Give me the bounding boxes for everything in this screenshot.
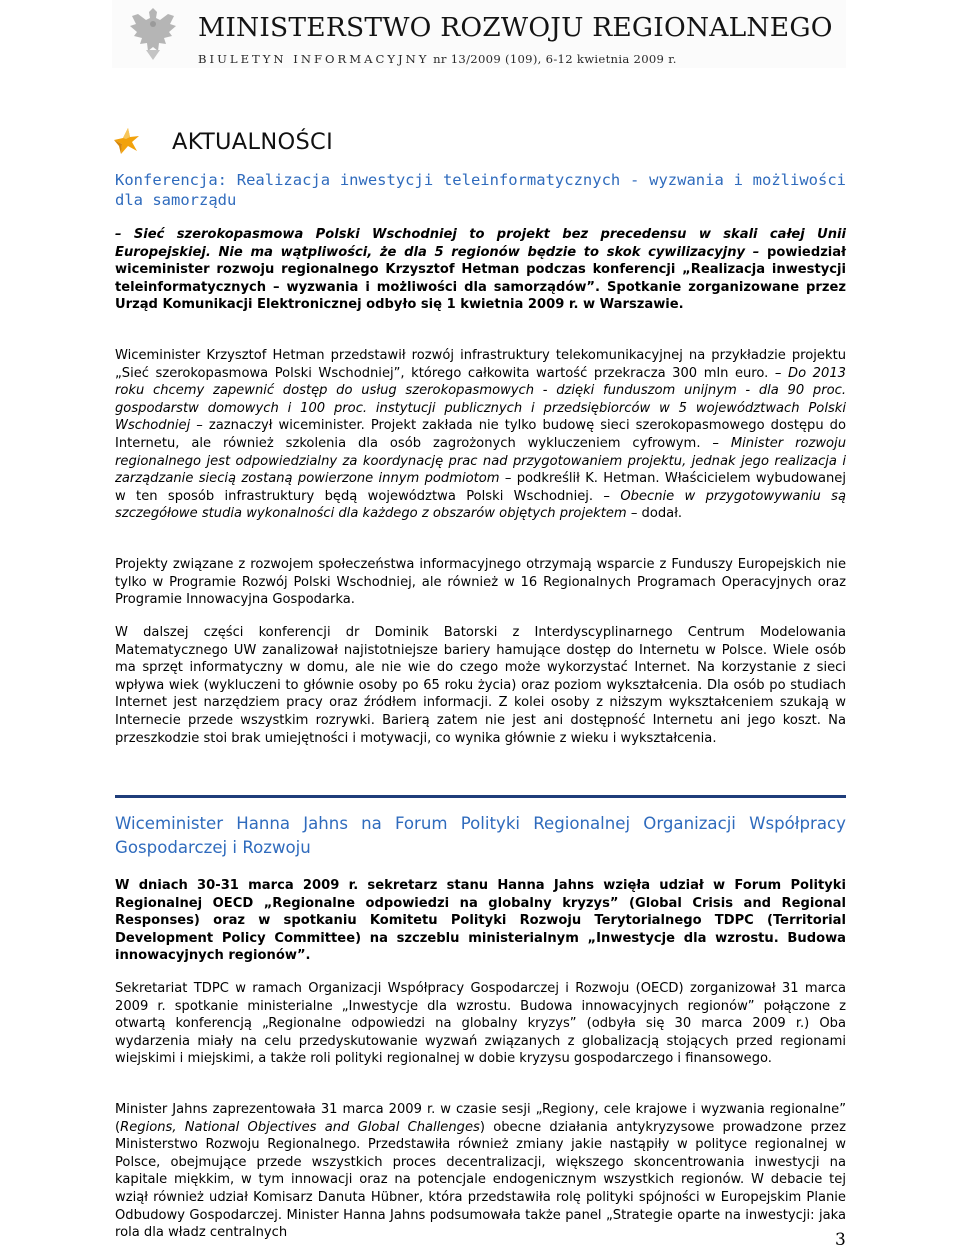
- article-1-lead: [115, 226, 846, 332]
- text-run: – podkreślił K. Hetman. Właścicielem wybudowanej w ten sposób infrastruktury będą województwa Polski Wschodniej.: [115, 471, 846, 504]
- text-run: – dodał.: [626, 506, 683, 522]
- content-column: [115, 170, 846, 1249]
- quote-run: – Obecnie w przygotowywaniu są szczegółowe studia wykonalności dla każdego z obszarów objętych projektem: [115, 488, 846, 522]
- text-run: Wiceminister Krzysztof Hetman przedstawił rozwój infrastruktury telekomunikacyjnej na przykładzie projektu „Sieć szerokopasmowa Polski Wschodniej”, którego całkowita wartość przekracza 300 mln euro.: [115, 348, 846, 381]
- ministry-title: MINISTERSTWO ROZWOJU REGIONALNEGO: [198, 12, 833, 43]
- article-1-paragraph-2: Projekty związane z rozwojem społeczeństwa informacyjnego otrzymają wsparcie z Funduszy Europejskich nie tylko w Programie Rozwój Polski Wschodniej, ale również w 16 Regionalnych Programach Operacyjnych oraz Programie Innowacyjna Gospodarka.: [115, 557, 846, 608]
- italic-run: Regions, National Objectives and Global Challenges: [120, 1119, 480, 1135]
- section-title: AKTUALNOŚCI: [172, 129, 334, 155]
- article-1-title: Konferencja: Realizacja inwestycji teleinformatycznych - wyzwania i możliwości dla samorządu: [115, 171, 846, 209]
- article-2-lead: W dniach 30-31 marca 2009 r. sekretarz stanu Hanna Jahns wzięła udział w Forum Polityki Regionalnej OECD „Regionalne odpowiedzi na globalny kryzys” (Global Crisis and Regional Responses) oraz w spotkaniu Komitetu Polityki Rozwoju Terytorialnego TDPC (Territorial Development Policy Committee) na szczeblu ministerialnym „Inwestycje dla wzrostu. Budowa innowacyjnych regionów”.: [115, 878, 846, 964]
- article-1-paragraph-3: W dalszej części konferencji dr Dominik Batorski z Interdyscyplinarnego Centrum Modelowania Matematycznego UW zanalizował najistotniejsze bariery hamujące dostęp do Internetu w Polsce. Wiele osób ma sprzęt informatyczny w domu, ale nie wie do czego może wykorzystać Internet. Na korzystanie z sieci wpływa wiek (wykluczeni to głównie osoby po 65 roku życia) oraz poziom wykształcenia. Dla osób po studiach Internet jest narzędziem pracy oraz źródłem informacji. Z kolei osoby z niższym wykształceniem szukają w Internecie przede wszystkim rozrywki. Barierą zatem nie jest ani dostępność Internetu ani jego koszt. Na przeszkodzie stoi brak umiejętności i motywacji, co wynika głównie z wieku i wykształcenia.: [115, 625, 846, 746]
- section-divider: [115, 795, 846, 798]
- article-1-lead-quote: – Sieć szerokopasmowa Polski Wschodniej to projekt bez precedensu w skali całej Unii Europejskiej. Nie ma wątpliwości, że dla 5 regionów będzie to skok cywilizacyjny –: [115, 227, 846, 260]
- bulletin-line: [198, 52, 677, 66]
- quote-run: – Minister rozwoju regionalnego jest odpowiedzialny za koordynację prac nad przygotowaniem projektu, jednak jego realizacja i zarządzanie siecią zostaną powierzone innym podmiotom: [115, 435, 846, 487]
- eagle-emblem-icon: [124, 4, 182, 64]
- text-run: Minister Jahns zaprezentowała 31 marca 2009 r. w czasie sesji „Regiony, cele krajowe i wyzwania regionalne” (: [115, 1102, 846, 1135]
- article-1-lead-rest: powiedział wiceminister rozwoju regionalnego Krzysztof Hetman podczas konferencji „Realizacja inwestycji teleinformatycznych – wyzwania i możliwości dla samorządów”. Spotkanie zorganizowane przez Urząd Komunikacji Elektronicznej odbyło się 1 kwietnia 2009 r. w Warszawie.: [115, 244, 846, 312]
- text-run: ) obecne działania antykryzysowe prowadzone przez Ministerstwo Rozwoju Regionalnego. Przedstawiła również zmiany jakie nastąpiły w polityce regionalnej w Polsce, obejmujące przede wszystkich proces decentralizacji, większego skoncentrowania inwestycji na kapitale miękkim, w tym innowacji oraz na potencjale endogenicznym wszystkich regionów. W debacie tej wziął również udział Komisarz Danuta Hübner, która przedstawiła rolę polityki spójności w Europejskim Planie Odbudowy Gospodarczej. Minister Hanna Jahns podsumowała także panel „Strategie oparte na inwestycji: jaka rola dla władz centralnych: [115, 1119, 846, 1241]
- article-2-title: Wiceminister Hanna Jahns na Forum Polityki Regionalnej Organizacji Współpracy Gospodarczej i Rozwoju: [115, 814, 846, 857]
- article-2-paragraph-1: Sekretariat TDPC w ramach Organizacji Współpracy Gospodarczej i Rozwoju (OECD) zorganizował 31 marca 2009 r. spotkanie ministerialne „Inwestycje dla wzrostu. Budowa innowacyjnych regionów” połączone z otwartą konferencją „Regionalne odpowiedzi na globalny kryzys” (odbyła się 30 marca 2009 r.) Oba wydarzenia miały na celu przedyskutowanie wyzwań związanych z globalizacją stojących przed regionami wiejskimi i miejskimi, a także roli polityki regionalnej w dobie kryzysu gospodarczego i finansowego.: [115, 981, 846, 1067]
- text-run: – zaznaczył wiceminister. Projekt zakłada nie tylko budowę sieci szerokopasmowego dostępu do Internetu, ale również szkolenia dla osób zagrożonych wykluczeniem cyfrowym.: [115, 418, 846, 451]
- quote-run: – Do 2013 roku chcemy zapewnić dostęp do usług szerokopasmowych - dzięki funduszom unijnym - dla 90 proc. gospodarstw domowych i 100 proc. instytucji publicznych i przedsiębiorców w 5 województwach Polski Wschodniej: [115, 365, 846, 434]
- bulletin-label: BIULETYN INFORMACYJNY: [198, 52, 430, 66]
- article-1-paragraph-1: [115, 347, 846, 541]
- page-number: 3: [835, 1230, 846, 1249]
- star-icon: [112, 126, 140, 156]
- article-2-paragraph-2: [115, 1101, 846, 1249]
- bulletin-issue: nr 13/2009 (109), 6-12 kwietnia 2009 r.: [433, 52, 677, 66]
